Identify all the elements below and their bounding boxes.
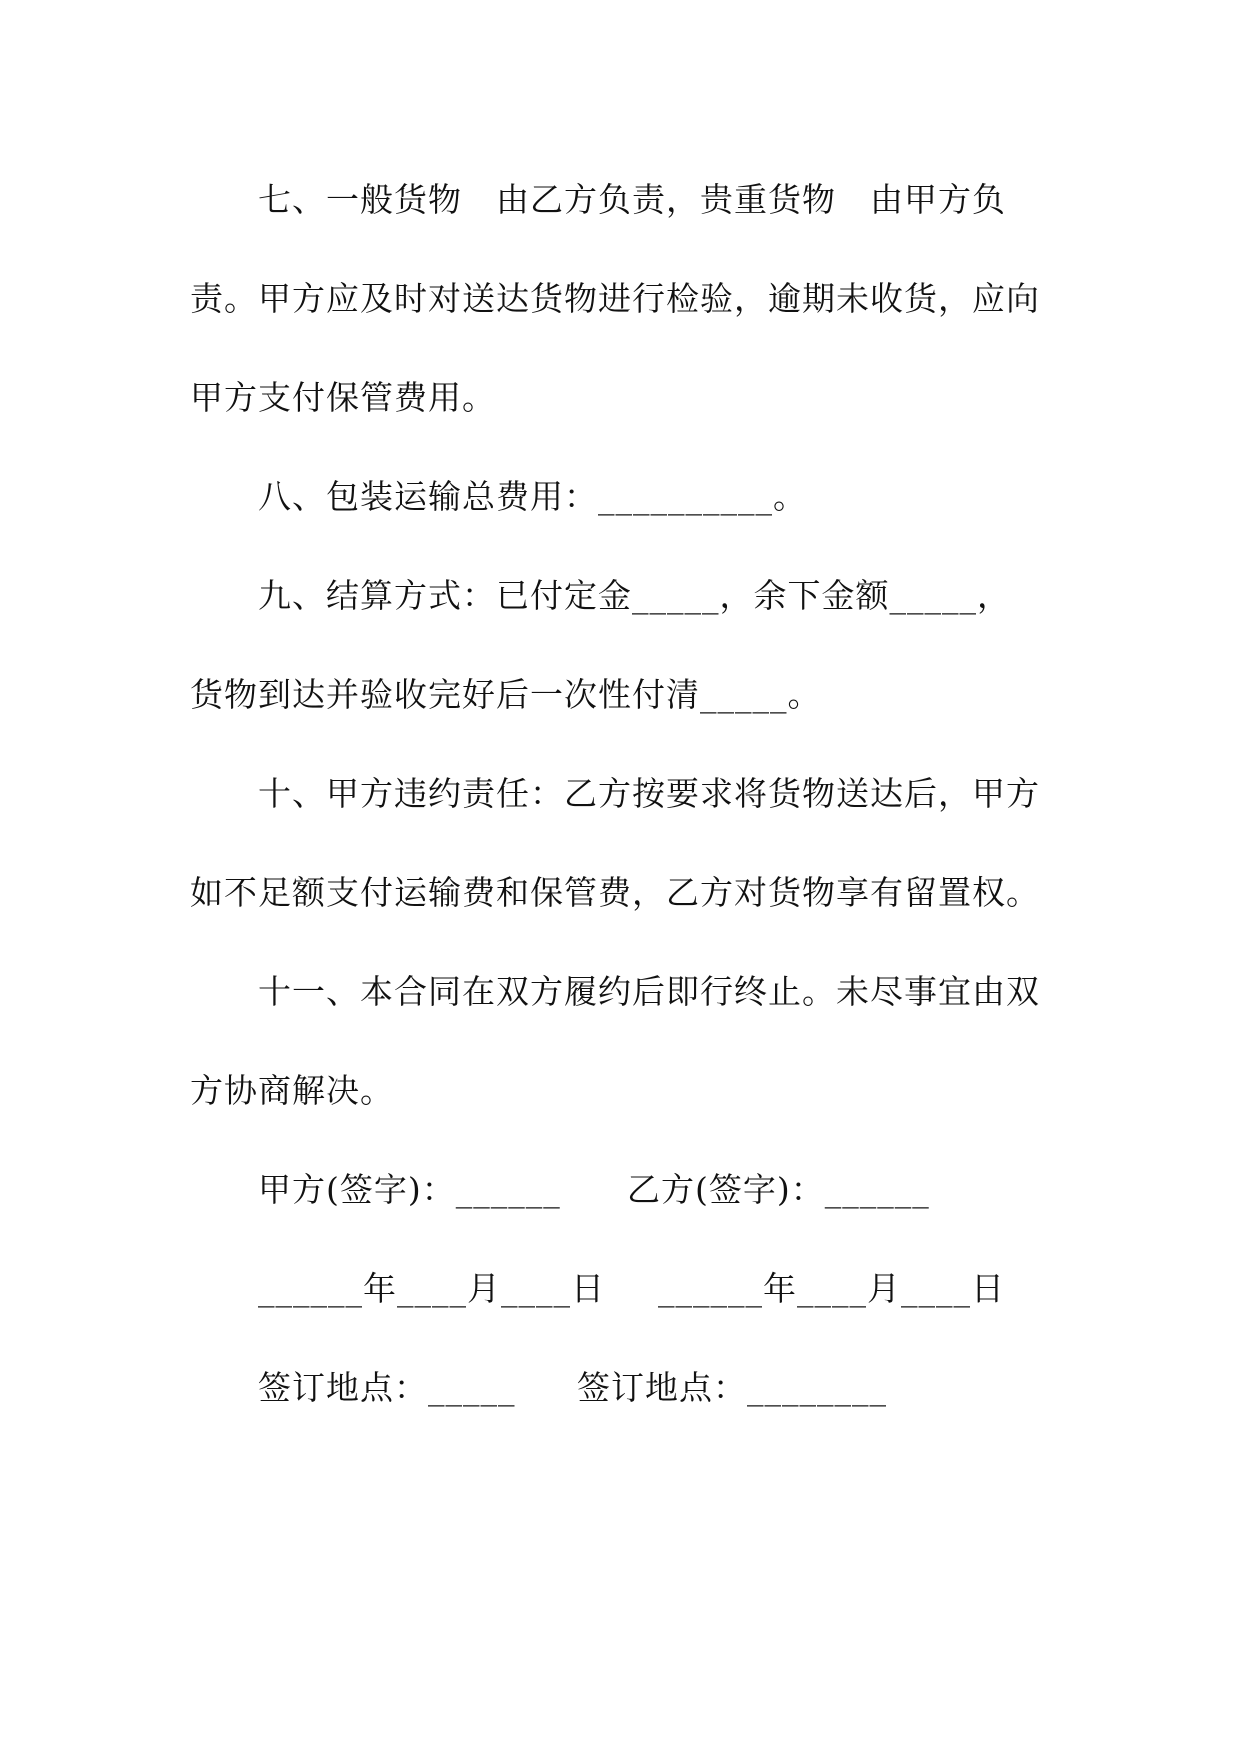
clause-9-line-1: 九、结算方式：已付定金_____，余下金额_____， (258, 576, 1011, 615)
clause-9-line-2: 货物到达并验收完好后一次性付清_____。 (190, 675, 822, 714)
party-b-signing-place: 签订地点：________ (577, 1368, 887, 1407)
clause-10-line-1: 十、甲方违约责任：乙方按要求将货物送达后，甲方 (258, 774, 1040, 813)
clause-11-line-2: 方协商解决。 (190, 1071, 394, 1110)
clause-7-line-1: 七、一般货物 由乙方负责，贵重货物 由甲方负 (258, 180, 1006, 219)
clause-8-line-1: 八、包装运输总费用：__________。 (258, 477, 807, 516)
clause-7-line-2: 责。甲方应及时对送达货物进行检验，逾期未收货，应向 (190, 279, 1040, 318)
clause-7-line-3: 甲方支付保管费用。 (190, 378, 496, 417)
party-a-date: ______年____月____日 (258, 1269, 605, 1308)
clause-10-line-2: 如不足额支付运输费和保管费，乙方对货物享有留置权。 (190, 873, 1040, 912)
party-a-signing-place: 签订地点：_____ (258, 1368, 516, 1407)
party-b-date: ______年____月____日 (658, 1269, 1005, 1308)
clause-11-line-1: 十一、本合同在双方履约后即行终止。未尽事宜由双 (258, 972, 1040, 1011)
party-a-signature: 甲方(签字)：______ (258, 1170, 561, 1209)
party-b-signature: 乙方(签字)：______ (627, 1170, 930, 1209)
